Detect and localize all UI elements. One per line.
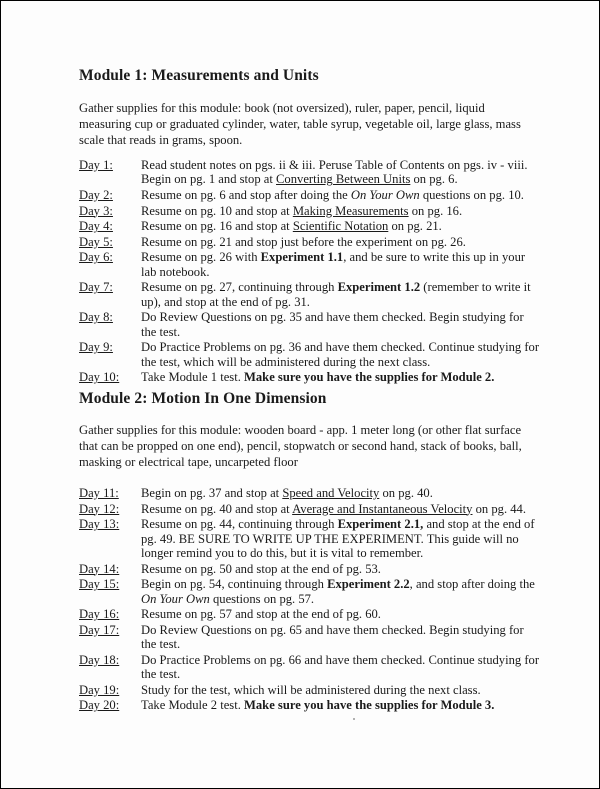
day-label: Day 5: xyxy=(79,234,113,249)
schedule-day xyxy=(79,370,541,384)
day-label: Day 6: xyxy=(79,250,113,265)
text-run: Resume on pg. 57 and stop at the end of pg. 60. xyxy=(141,607,381,622)
text-run: Study for the test, which will be administered during the next class. xyxy=(141,682,481,697)
schedule-day xyxy=(79,219,541,233)
module-2-title: Module 2: Motion In One Dimension xyxy=(79,390,327,407)
day-label: Day 9: xyxy=(79,340,113,355)
text-run: , and be sure to write this up in your lab notebook. xyxy=(141,250,526,279)
day-instructions xyxy=(141,204,541,218)
text-run: Do Practice Problems on pg. 36 and have them checked. Continue studying for the test, which will be administered during the next class. xyxy=(141,340,540,369)
schedule-day xyxy=(79,310,541,339)
schedule-day xyxy=(79,486,541,500)
section-reference: Making Measurements xyxy=(292,203,409,218)
section-reference: Scientific Notation xyxy=(292,219,389,234)
text-run: Resume on pg. 26 with xyxy=(141,250,261,265)
schedule-day xyxy=(79,698,541,712)
text-run: questions on pg. 10. xyxy=(419,188,524,202)
day-instructions xyxy=(141,280,541,309)
schedule-day xyxy=(79,562,541,576)
schedule-day xyxy=(79,250,541,279)
schedule-day xyxy=(79,235,541,249)
module-2-supplies: Gather supplies for this module: wooden board - app. 1 meter long (or other flat surface that can be propped on one end), pencil, stopwatch or second hand, stack of books, ball, masking or electrical tape, uncarpeted floor xyxy=(79,423,522,469)
day-instructions xyxy=(141,219,541,233)
day-instructions xyxy=(141,310,541,339)
text-run: Resume on pg. 10 and stop at xyxy=(141,203,293,218)
italic-text: On Your Own xyxy=(350,188,420,202)
schedule-day xyxy=(79,623,541,652)
schedule-day xyxy=(79,502,541,516)
day-instructions xyxy=(141,562,541,576)
text-run: Begin on pg. 54, continuing through xyxy=(141,577,328,592)
day-instructions xyxy=(141,698,541,712)
text-run: Resume on pg. 50 and stop at the end of pg. 53. xyxy=(141,561,381,576)
day-label: Day 7: xyxy=(79,280,113,295)
day-label: Day 11: xyxy=(79,486,119,500)
schedule-day xyxy=(79,683,541,697)
text-run: Take Module 1 test. xyxy=(141,370,244,385)
section-reference: Converting Between Units xyxy=(276,172,411,187)
day-label: Day 16: xyxy=(79,607,120,622)
day-label: Day 19: xyxy=(79,682,120,697)
day-instructions xyxy=(141,370,541,384)
day-label: Day 20: xyxy=(79,698,120,713)
italic-text: On Your Own xyxy=(141,591,210,606)
day-instructions xyxy=(141,502,541,516)
text-run: Resume on pg. 6 and stop after doing the xyxy=(141,188,351,202)
schedule-day xyxy=(79,517,541,560)
schedule-day xyxy=(79,607,541,621)
text-run: on pg. 44. xyxy=(472,501,526,516)
day-label: Day 13: xyxy=(79,517,120,532)
text-run: on pg. 16. xyxy=(408,203,463,218)
text-run: , and stop after doing the xyxy=(409,577,535,592)
day-instructions xyxy=(141,577,541,606)
day-instructions xyxy=(141,158,541,187)
day-label: Day 18: xyxy=(79,652,120,667)
day-label: Day 12: xyxy=(79,501,120,516)
module-1-supplies: Gather supplies for this module: book (not oversized), ruler, paper, pencil, liquid measuring cup or graduated cylinder, water, table syrup, vegetable oil, large glass, mass scale that reads in grams, spoon. xyxy=(79,101,521,147)
schedule-day xyxy=(79,158,541,187)
day-instructions xyxy=(141,607,541,621)
scan-speck xyxy=(353,718,355,720)
schedule-day xyxy=(79,280,541,309)
module-1-title: Module 1: Measurements and Units xyxy=(79,67,319,84)
day-instructions xyxy=(141,517,541,560)
day-label: Day 1: xyxy=(79,158,113,172)
day-label: Day 15: xyxy=(79,577,120,592)
emphasis-text: Experiment 1.2 xyxy=(337,280,421,295)
section-reference: Average and Instantaneous Velocity xyxy=(292,501,473,516)
text-run: on pg. 21. xyxy=(388,219,442,234)
emphasis-text: Experiment 1.1 xyxy=(260,250,344,265)
text-run: Do Review Questions on pg. 35 and have them checked. Begin studying for the test. xyxy=(141,310,524,339)
emphasis-text: Experiment 2.2 xyxy=(327,577,410,592)
text-run: on pg. 40. xyxy=(379,486,433,500)
day-label: Day 8: xyxy=(79,310,113,325)
emphasis-text: Experiment 2.1, xyxy=(337,517,424,532)
day-instructions xyxy=(141,683,541,697)
day-instructions xyxy=(141,623,541,652)
day-instructions xyxy=(141,188,541,202)
schedule-day xyxy=(79,204,541,218)
day-label: Day 10: xyxy=(79,370,120,385)
schedule-day xyxy=(79,577,541,606)
text-run: Resume on pg. 44, continuing through xyxy=(141,517,338,532)
day-instructions xyxy=(141,250,541,279)
schedule-day xyxy=(79,340,541,369)
section-reference: Speed and Velocity xyxy=(282,486,380,500)
day-instructions xyxy=(141,653,541,682)
day-instructions xyxy=(141,340,541,369)
day-label: Day 3: xyxy=(79,203,113,218)
text-run: and stop at the end of pg. 49. BE SURE TO WRITE UP THE EXPERIMENT. This guide will no longer remind you to do this, but it is vital to remember. xyxy=(141,517,535,560)
text-run: Resume on pg. 16 and stop at xyxy=(141,219,293,234)
text-run: Resume on pg. 27, continuing through xyxy=(141,280,338,295)
day-label: Day 17: xyxy=(79,622,120,637)
emphasis-text: Make sure you have the supplies for Module 3. xyxy=(244,698,495,713)
text-run: Resume on pg. 21 and stop just before the experiment on pg. 26. xyxy=(141,234,466,249)
day-instructions xyxy=(141,486,541,500)
text-run: Read student notes on pgs. ii & iii. Peruse Table of Contents on pgs. iv - viii. Begin on pg. 1 and stop at xyxy=(141,158,528,187)
text-run: questions on pg. 57. xyxy=(209,591,315,606)
day-label: Day 14: xyxy=(79,561,120,576)
text-run: Do Practice Problems on pg. 66 and have them checked. Continue studying for the test. xyxy=(141,652,540,682)
text-run: Do Review Questions on pg. 65 and have them checked. Begin studying for the test. xyxy=(141,622,524,652)
text-run: Resume on pg. 40 and stop at xyxy=(141,501,293,516)
text-run: (remember to write it up), and stop at the end of pg. 31. xyxy=(141,280,531,309)
schedule-day xyxy=(79,188,541,202)
day-instructions xyxy=(141,235,541,249)
schedule-day xyxy=(79,653,541,682)
text-run: Begin on pg. 37 and stop at xyxy=(141,486,283,500)
day-label: Day 4: xyxy=(79,219,113,234)
day-label: Day 2: xyxy=(79,188,113,202)
text-run: on pg. 6. xyxy=(410,172,458,187)
module-2-schedule xyxy=(79,486,541,714)
module-1-schedule xyxy=(79,158,541,386)
text-run: Take Module 2 test. xyxy=(141,698,244,713)
emphasis-text: Make sure you have the supplies for Module 2. xyxy=(244,370,495,385)
